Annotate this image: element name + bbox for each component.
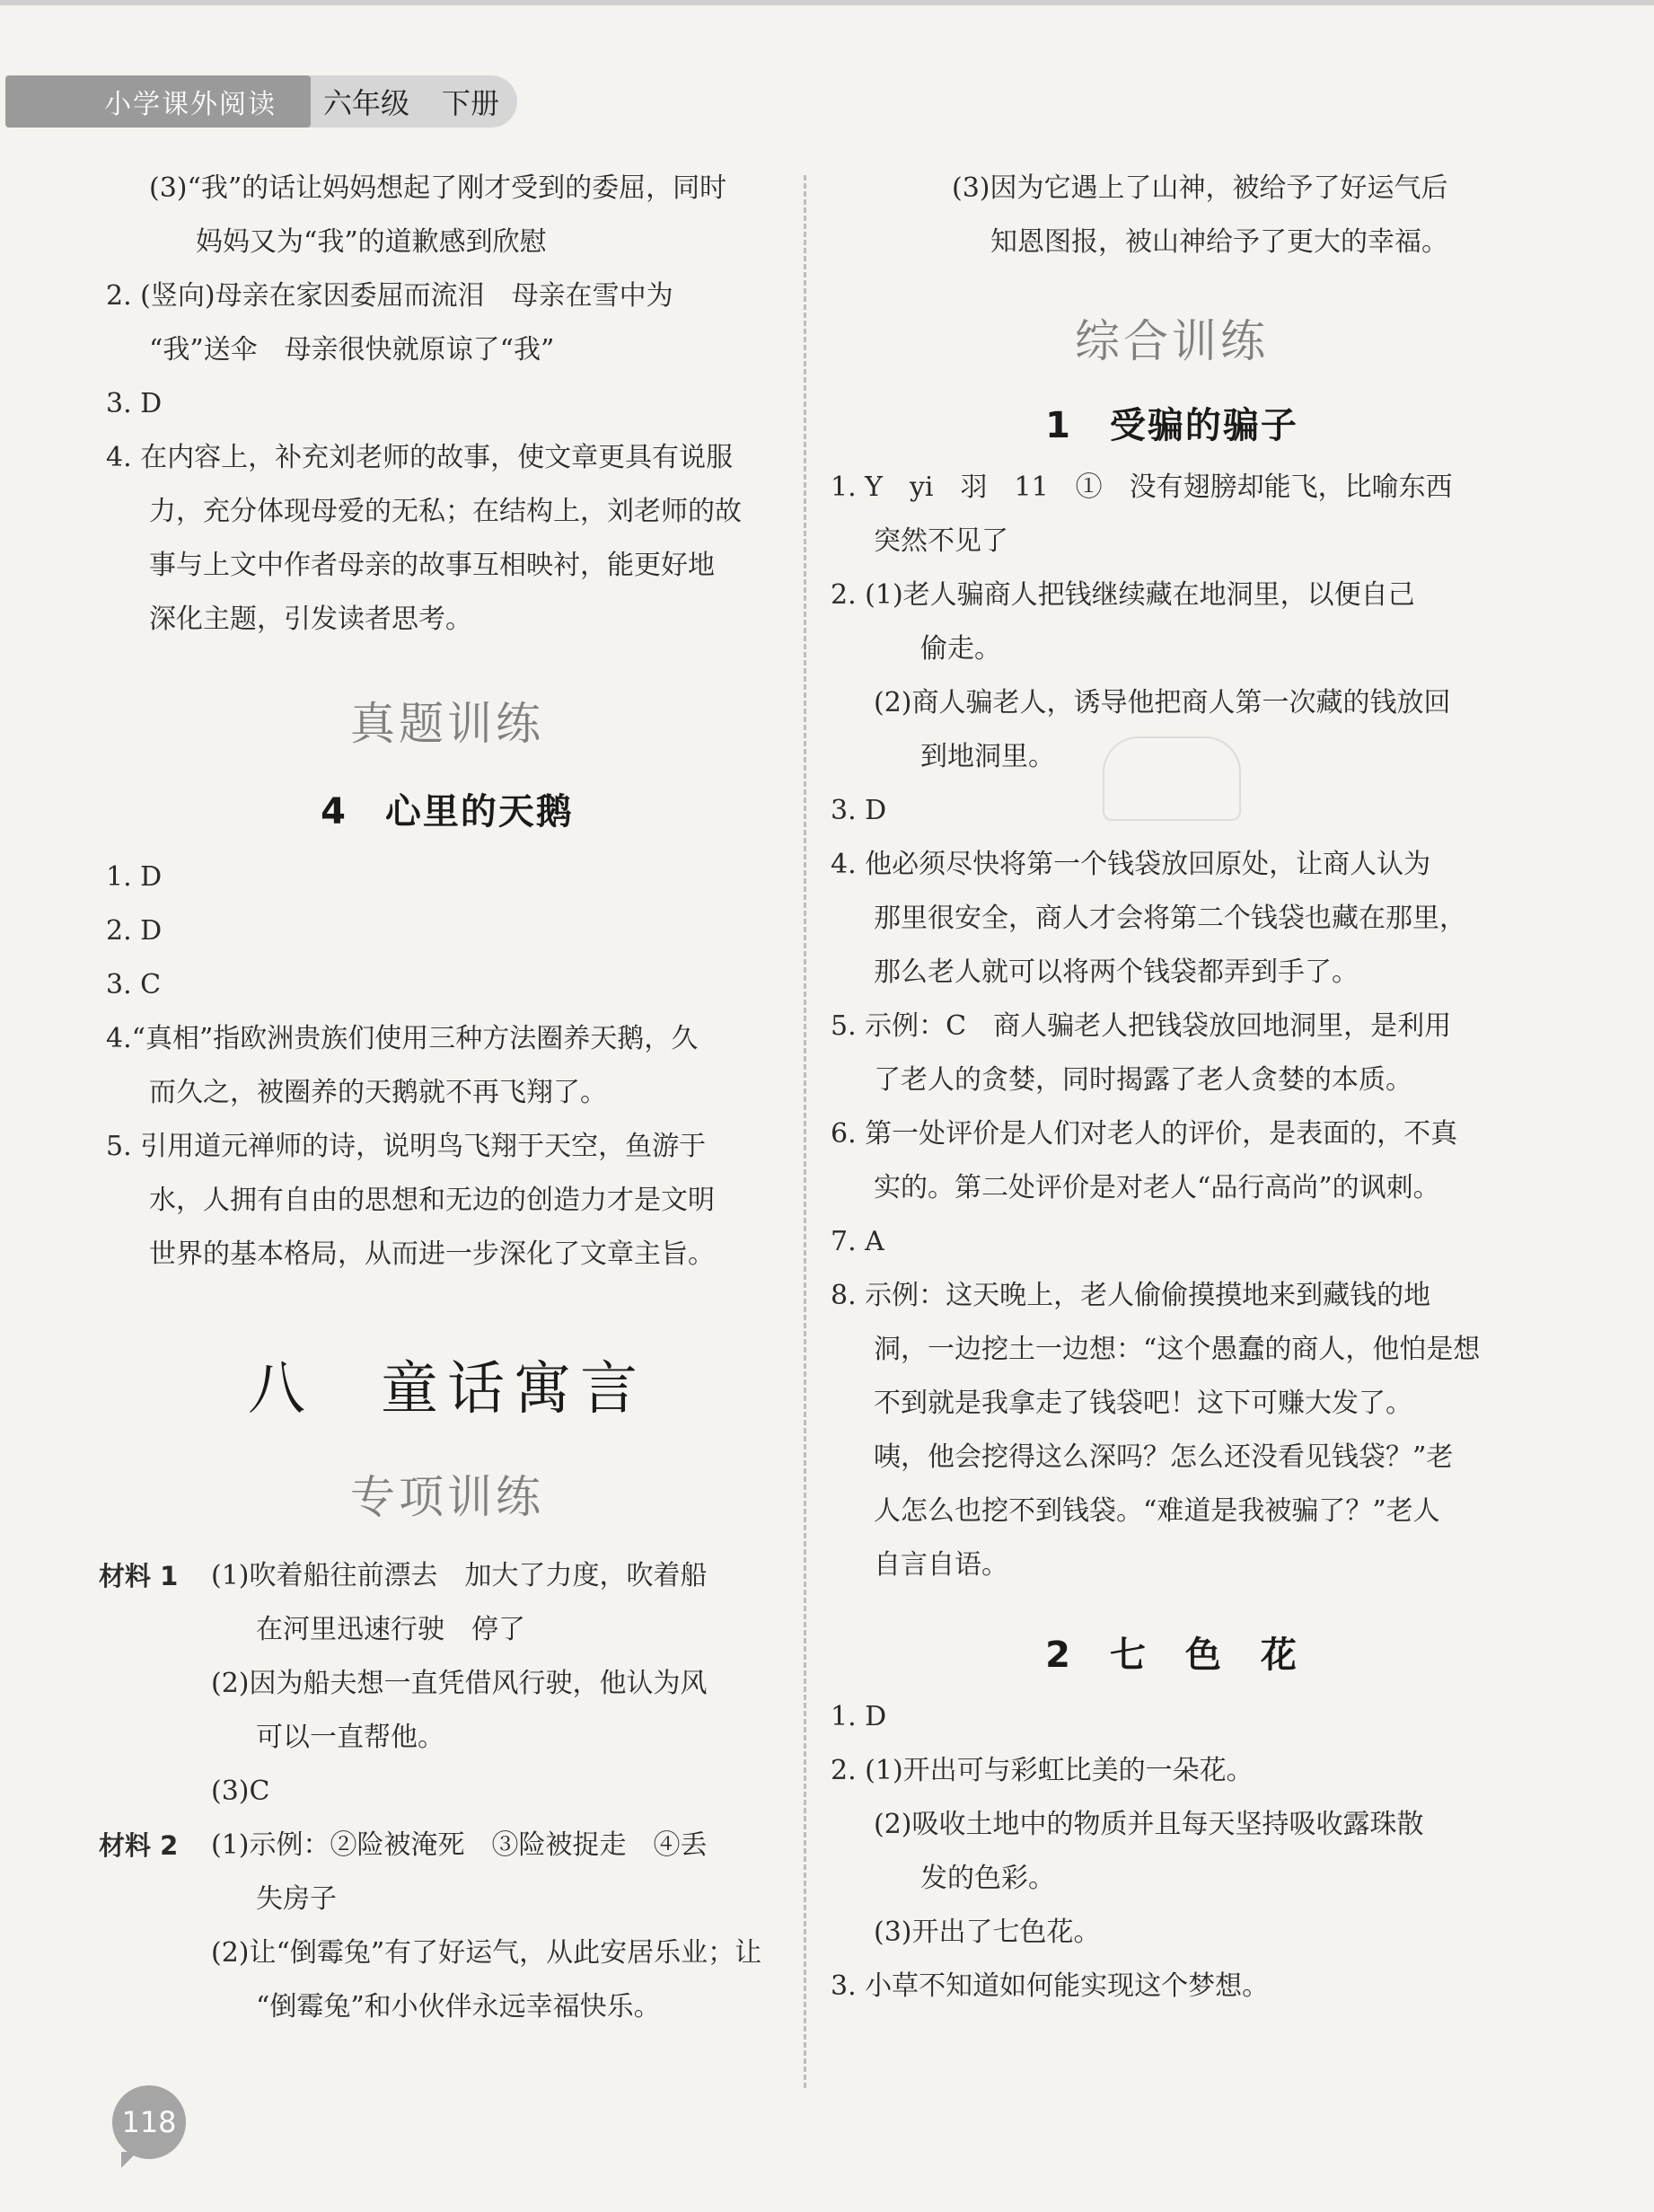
answer-line: 2. D bbox=[106, 915, 163, 947]
section-title: 真题训练 bbox=[350, 698, 544, 750]
answer-line: 3. D bbox=[831, 795, 887, 826]
lesson-title: 1 受骗的骗子 bbox=[1045, 405, 1298, 446]
answer-line: 4. 他必须尽快将第一个钱袋放回原处，让商人认为 bbox=[831, 849, 1431, 880]
answer-line: 2. (1)老人骗商人把钱继续藏在地洞里，以便自己 bbox=[831, 579, 1415, 611]
answer-line: (2)吸收土地中的物质并且每天坚持吸收露珠散 bbox=[874, 1809, 1424, 1840]
answer-line: 在河里迅速行驶 停了 bbox=[256, 1614, 525, 1645]
answer-line: 2. (1)开出可与彩虹比美的一朵花。 bbox=[831, 1755, 1254, 1786]
answer-line: 洞，一边挖土一边想：“这个愚蠢的商人，他怕是想 bbox=[874, 1334, 1481, 1365]
answer-line: (2)因为船夫想一直凭借风行驶，他认为风 bbox=[211, 1668, 708, 1699]
section-title: 专项训练 bbox=[350, 1471, 544, 1523]
answer-line: (1)示例：②险被淹死 ③险被捉走 ④丢 bbox=[211, 1829, 708, 1861]
material-block bbox=[99, 1819, 788, 2034]
section-title: 综合训练 bbox=[1075, 315, 1269, 367]
answer-line: 知恩图报，被山神给予了更大的幸福。 bbox=[990, 226, 1448, 258]
lesson-title: 2 七 色 花 bbox=[1045, 1635, 1298, 1676]
answer-line: 可以一直帮他。 bbox=[256, 1722, 444, 1753]
answer-line: 8. 示例：这天晚上，老人偷偷摸摸地来到藏钱的地 bbox=[831, 1280, 1431, 1311]
answer-line: (3)因为它遇上了山神，被给予了好运气后 bbox=[952, 172, 1448, 204]
answer-line: 了老人的贪婪，同时揭露了老人贪婪的本质。 bbox=[874, 1064, 1412, 1096]
answer-line: 1. Y yi 羽 11 ① 没有翅膀却能飞，比喻东西 bbox=[831, 471, 1453, 503]
answer-line: 世界的基本格局，从而进一步深化了文章主旨。 bbox=[149, 1238, 715, 1270]
answer-line: 人怎么也挖不到钱袋。“难道是我被骗了？”老人 bbox=[874, 1495, 1440, 1527]
answer-line: 到地洞里。 bbox=[920, 741, 1055, 772]
answer-line: 自言自语。 bbox=[874, 1549, 1008, 1581]
watermark-stamp bbox=[1103, 736, 1241, 821]
lesson-title: 4 心里的天鹅 bbox=[321, 791, 574, 833]
answer-line: 发的色彩。 bbox=[920, 1863, 1055, 1894]
page-number: 118 bbox=[112, 2085, 186, 2159]
answer-line: 那里很安全，商人才会将第二个钱袋也藏在那里， bbox=[874, 903, 1466, 934]
answer-line: 4.“真相”指欧洲贵族们使用三种方法圈养天鹅，久 bbox=[106, 1023, 699, 1054]
material-block bbox=[99, 1549, 788, 1819]
series-title: 小学课外阅读 bbox=[5, 75, 311, 128]
answer-line: 妈妈又为“我”的道歉感到欣慰 bbox=[196, 226, 547, 258]
answer-line: 失房子 bbox=[256, 1883, 337, 1915]
chapter-title: 八 童话寓言 bbox=[248, 1356, 647, 1423]
answer-line: 3. 小草不知道如何能实现这个梦想。 bbox=[831, 1970, 1270, 2002]
material-label: 材料 2 bbox=[99, 1830, 179, 1861]
answer-line: 1. D bbox=[831, 1701, 887, 1732]
answer-line: 7. A bbox=[831, 1226, 884, 1257]
answer-line: 突然不见了 bbox=[874, 525, 1008, 557]
material-label: 材料 1 bbox=[99, 1561, 179, 1591]
answer-line: 事与上文中作者母亲的故事互相映衬，能更好地 bbox=[149, 550, 715, 581]
right-column bbox=[831, 162, 1513, 2014]
answer-line: 力，充分体现母爱的无私；在结构上，刘老师的故 bbox=[149, 496, 742, 527]
answer-line: “我”送伞 母亲很快就原谅了“我” bbox=[149, 334, 555, 366]
grade-label: 六年级 bbox=[323, 86, 410, 120]
column-divider bbox=[804, 175, 806, 2088]
answer-line: (2)商人骗老人，诱导他把商人第一次藏的钱放回 bbox=[874, 687, 1451, 718]
answer-line: 咦，他会挖得这么深吗？怎么还没看见钱袋？”老 bbox=[874, 1441, 1454, 1473]
answer-line: (2)让“倒霉兔”有了好运气，从此安居乐业；让 bbox=[211, 1937, 762, 1969]
answer-line: 5. 示例：C 商人骗老人把钱袋放回地洞里，是利用 bbox=[831, 1010, 1452, 1042]
top-border bbox=[0, 0, 1654, 5]
answer-line: “倒霉兔”和小伙伴永远幸福快乐。 bbox=[256, 1991, 661, 2023]
answer-line: 不到就是我拿走了钱袋吧！这下可赚大发了。 bbox=[874, 1388, 1412, 1419]
answer-line: 4. 在内容上，补充刘老师的故事，使文章更具有说服 bbox=[106, 442, 734, 473]
volume-label: 下册 bbox=[442, 86, 500, 120]
answer-line: 3. C bbox=[106, 969, 162, 1000]
answer-line: 6. 第一处评价是人们对老人的评价，是表面的，不真 bbox=[831, 1118, 1458, 1150]
answer-line: (1)吹着船往前漂去 加大了力度，吹着船 bbox=[211, 1560, 708, 1591]
answer-line: 5. 引用道元禅师的诗，说明鸟飞翔于天空，鱼游于 bbox=[106, 1131, 707, 1162]
answer-line: 水，人拥有自由的思想和无边的创造力才是文明 bbox=[149, 1185, 715, 1216]
answer-line: 偷走。 bbox=[920, 633, 1001, 665]
grade-volume bbox=[323, 75, 532, 128]
answer-line: (3)开出了七色花。 bbox=[874, 1917, 1101, 1948]
answer-line: 那么老人就可以将两个钱袋都弄到手了。 bbox=[874, 956, 1359, 988]
left-column bbox=[99, 162, 788, 2034]
answer-line: (3)“我”的话让妈妈想起了刚才受到的委屈，同时 bbox=[149, 172, 727, 204]
answer-line: 1. D bbox=[106, 861, 163, 893]
answer-line: 实的。第二处评价是对老人“品行高尚”的讽刺。 bbox=[874, 1172, 1440, 1203]
answer-line: (3)C bbox=[211, 1776, 270, 1807]
answer-line: 3. D bbox=[106, 388, 163, 419]
answer-line: 2. (竖向)母亲在家因委屈而流泪 母亲在雪中为 bbox=[106, 280, 673, 312]
answer-line: 深化主题，引发读者思考。 bbox=[149, 604, 472, 635]
answer-line: 而久之，被圈养的天鹅就不再飞翔了。 bbox=[149, 1077, 607, 1108]
